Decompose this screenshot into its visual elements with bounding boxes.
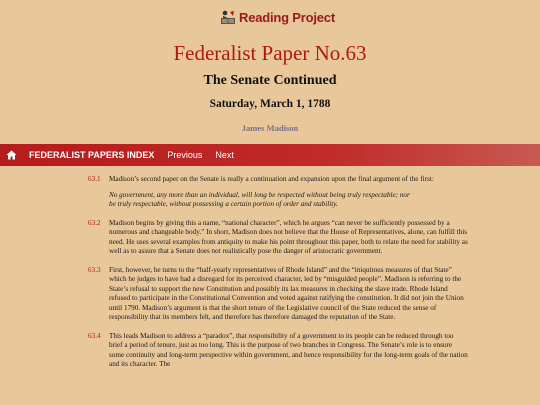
book-reader-icon <box>220 9 236 25</box>
home-icon[interactable] <box>6 148 22 162</box>
paragraph-number[interactable]: 63.3 <box>88 265 101 274</box>
paragraph-text: First, however, he turns to the “half-yearly representatives of Rhode Island” and the “iniquitous measures of that State” which he judges to have had a disregard for its perceived character, led by “misguided people”. Madison is referring to the State’s refusal to support the new Constitution and possibly its lax measures in checking the slave trade. Rhode Island refused to participate in the Constitutional Convention and voted against ratifying the constitution. It did not join the Union until 1790. Madison’s argument is that the short tenure of the Legislative council of the State reduced the sense of responsibility that its members felt, and therefore has therefore damaged the reputation of the State. <box>109 265 464 321</box>
article-body <box>88 175 468 379</box>
paragraph <box>88 332 468 370</box>
paragraph <box>88 175 468 210</box>
paragraph-number[interactable]: 63.2 <box>88 218 101 227</box>
publication-date: Saturday, March 1, 1788 <box>209 98 331 110</box>
nav-bar <box>0 144 540 166</box>
page-header <box>0 0 540 144</box>
author-name: James Madison <box>241 123 299 133</box>
nav-previous-link[interactable]: Previous <box>167 150 203 160</box>
block-quote: No government, any more than an individual, will long be respected without being truly respectable; nor be truly respectable, without possessing a certain portion of order and stability. <box>109 190 410 208</box>
paragraph-text: Madison begins by giving this a name, “national character”, which he argues “can never be sufficiently possessed by a numerous and changeable body.” In short, Madison does not believe that the House of Representatives, alone, can fulfill this need. He uses several examples from antiquity to make his point throughout this paper, both to relate the need for stability as well as to assure that a Senate does not realistically pose the danger of aristocratic government. <box>109 218 468 255</box>
paragraph-text: Madison’s second paper on the Senate is really a continuation and expansion upon the final argument of the first: <box>109 175 434 183</box>
paragraph <box>88 266 468 323</box>
site-name: Reading Project <box>239 9 335 25</box>
page-subtitle: The Senate Continued <box>203 73 337 88</box>
paragraph-text: This leads Madison to address a “paradox”, that responsibility of a government to its people can be reduced through too brief a period of tenure, just as too long. This is the purpose of two branches in Congress. The Senate’s role is to ensure some continuity and long-term perspective within government, and hence responsibility for the long-term goals of the nation and its character. The <box>109 331 468 368</box>
page-title: Federalist Paper No.63 <box>173 41 367 65</box>
paragraph <box>88 219 468 257</box>
paragraph-number[interactable]: 63.4 <box>88 331 101 340</box>
paragraph-number[interactable]: 63.1 <box>88 175 101 183</box>
nav-index-link[interactable]: FEDERALIST PAPERS INDEX <box>29 150 155 160</box>
nav-next-link[interactable]: Next <box>215 150 234 160</box>
site-logo[interactable] <box>220 9 335 25</box>
